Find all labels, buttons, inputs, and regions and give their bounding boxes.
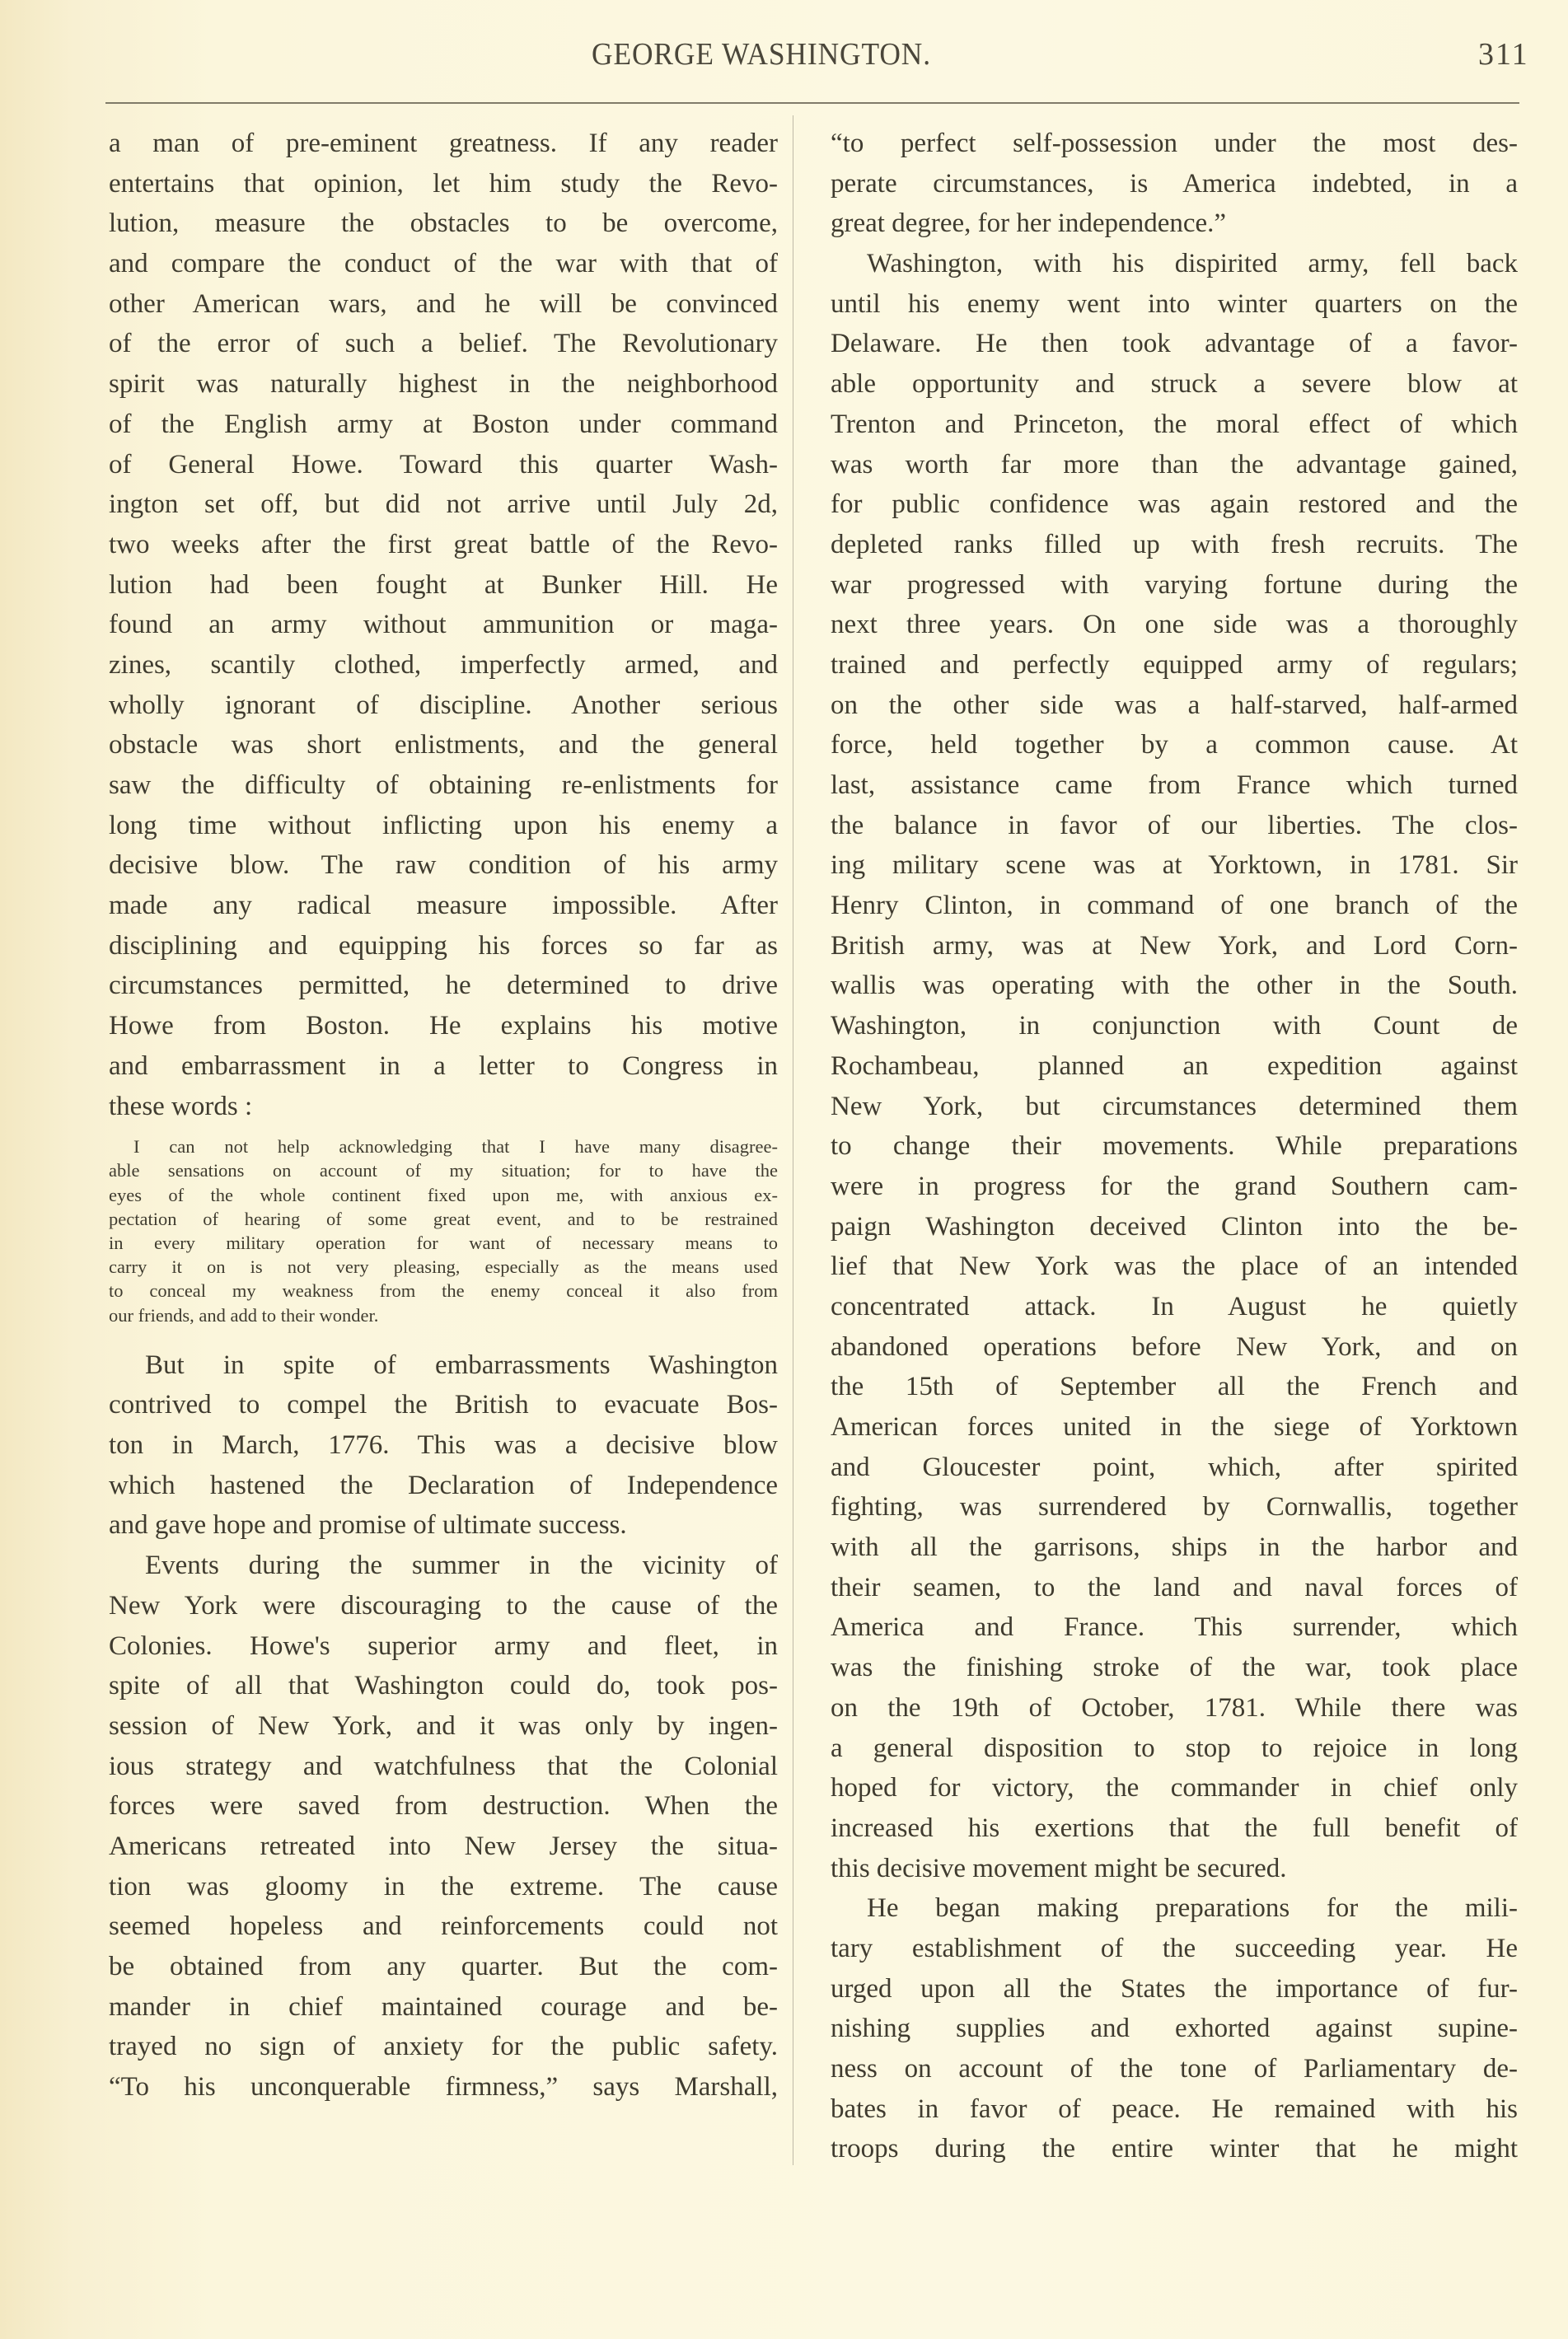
text-line: long time without inflicting upon his enemy a: [109, 810, 778, 840]
text-line: a man of pre-eminent greatness. If any reader: [109, 129, 778, 158]
header-rule: [105, 102, 1519, 104]
text-line: contrived to compel the British to evacuate Bos-: [109, 1390, 778, 1420]
text-line: Trenton and Princeton, the moral effect of which: [831, 409, 1518, 439]
text-line: spite of all that Washington could do, took pos-: [109, 1671, 778, 1701]
text-line: perate circumstances, is America indebted, in a: [831, 168, 1518, 199]
text-line: wholly ignorant of discipline. Another serious: [109, 690, 778, 720]
text-line: lief that New York was the place of an intended: [831, 1251, 1518, 1282]
text-line: New York, but circumstances determined them: [831, 1091, 1518, 1121]
quote-line: carry it on is not very pleasing, especially as the means used: [109, 1256, 778, 1278]
paragraph: [831, 124, 1518, 244]
text-line: war progressed with varying fortune during the: [831, 569, 1518, 600]
text-line: increased his exertions that the full benefit of: [831, 1813, 1518, 1843]
text-line: on the other side was a half-starved, half-armed: [831, 690, 1518, 720]
text-line: be obtained from any quarter. But the com-: [109, 1952, 778, 1981]
text-line: found an army without ammunition or maga-: [109, 610, 778, 640]
left-column: [109, 124, 778, 2107]
text-line: hoped for victory, the commander in chief only: [831, 1773, 1518, 1803]
text-line: concentrated attack. In August he quietly: [831, 1291, 1518, 1322]
text-line: and Gloucester point, which, after spirited: [831, 1452, 1518, 1482]
text-line: for public confidence was again restored and the: [831, 489, 1518, 520]
text-line: of the English army at Boston under command: [109, 409, 778, 439]
quote-line: pectation of hearing of some great event, and to be restrained: [109, 1208, 778, 1229]
text-line: other American wars, and he will be convinced: [109, 288, 778, 319]
quote-line: in every military operation for want of necessary means to: [109, 1232, 778, 1253]
text-line: which hastened the Declaration of Independence: [109, 1470, 778, 1500]
block-quote: [109, 1134, 778, 1327]
text-line: on the 19th of October, 1781. While there was: [831, 1692, 1518, 1723]
text-line: ton in March, 1776. This was a decisive blow: [109, 1430, 778, 1461]
text-line: Washington, with his dispirited army, fell back: [867, 249, 1518, 279]
paragraph: [831, 1888, 1518, 2169]
text-line: Events during the summer in the vicinity of: [145, 1551, 778, 1581]
text-line: British army, was at New York, and Lord Corn-: [831, 930, 1518, 961]
text-line: forces were saved from destruction. When the: [109, 1791, 778, 1822]
paragraph: [109, 1546, 778, 2107]
text-line: and compare the conduct of the war with that of: [109, 249, 778, 279]
text-line: troops during the entire winter that he might: [831, 2134, 1518, 2164]
text-line: entertains that opinion, let him study the Revo-: [109, 168, 778, 199]
text-line: session of New York, and it was only by ingen-: [109, 1710, 778, 1741]
text-line: Howe from Boston. He explains his motive: [109, 1011, 778, 1041]
quote-line: our friends, and add to their wonder.: [109, 1304, 379, 1326]
text-line: Delaware. He then took advantage of a favor-: [831, 329, 1518, 359]
paragraph: [109, 124, 778, 1126]
text-line: ington set off, but did not arrive until July 2d,: [109, 489, 778, 520]
text-line: zines, scantily clothed, imperfectly armed, and: [109, 649, 778, 680]
text-line: was worth far more than the advantage gained,: [831, 449, 1518, 479]
text-line: New York were discouraging to the cause of the: [109, 1590, 778, 1621]
quote-line: I can not help acknowledging that I have many disagree-: [133, 1136, 778, 1158]
text-line: mander in chief maintained courage and be-: [109, 1991, 778, 2022]
right-column: [831, 124, 1518, 2169]
text-line: lution had been fought at Bunker Hill. He: [109, 569, 778, 600]
text-line: until his enemy went into winter quarters on the: [831, 288, 1518, 319]
text-line: this decisive movement might be secured.: [831, 1853, 1287, 1883]
text-line: saw the difficulty of obtaining re-enlistments for: [109, 770, 778, 800]
text-line: tion was gloomy in the extreme. The cause: [109, 1871, 778, 1902]
text-line: was the finishing stroke of the war, took place: [831, 1653, 1518, 1683]
text-line: bates in favor of peace. He remained with his: [831, 2093, 1518, 2124]
paragraph: [831, 244, 1518, 1888]
text-line: the 15th of September all the French and: [831, 1372, 1518, 1402]
text-line: But in spite of embarrassments Washington: [145, 1350, 778, 1380]
text-line: force, held together by a common cause. At: [831, 730, 1518, 760]
text-line: abandoned operations before New York, and on: [831, 1331, 1518, 1362]
text-line: two weeks after the first great battle of the Revo-: [109, 529, 778, 559]
text-line: paign Washington deceived Clinton into the be-: [831, 1211, 1518, 1242]
text-line: urged upon all the States the importance of fur-: [831, 1973, 1518, 2004]
text-line: trained and perfectly equipped army of regulars;: [831, 649, 1518, 680]
quote-line: eyes of the whole continent fixed upon me, with anxious ex-: [109, 1184, 778, 1205]
text-line: made any radical measure impossible. After: [109, 891, 778, 921]
text-line: their seamen, to the land and naval forces of: [831, 1572, 1518, 1602]
text-line: “to perfect self-possession under the most des-: [831, 129, 1518, 158]
text-line: ing military scene was at Yorktown, in 1781. Sir: [831, 850, 1518, 881]
text-line: spirit was naturally highest in the neighborhood: [109, 369, 778, 400]
text-line: great degree, for her independence.”: [831, 208, 1227, 239]
text-line: ness on account of the tone of Parliamentary de-: [831, 2054, 1518, 2084]
text-line: to change their movements. While preparations: [831, 1131, 1518, 1162]
text-line: Colonies. Howe's superior army and fleet, in: [109, 1630, 778, 1661]
text-line: these words :: [109, 1091, 253, 1121]
text-line: last, assistance came from France which turned: [831, 770, 1518, 800]
text-line: Washington, in conjunction with Count de: [831, 1011, 1518, 1041]
text-line: trayed no sign of anxiety for the public safety.: [109, 2032, 778, 2062]
text-line: the balance in favor of our liberties. The clos-: [831, 810, 1518, 840]
text-line: with all the garrisons, ships in the harbor and: [831, 1532, 1518, 1563]
text-line: America and France. This surrender, which: [831, 1612, 1518, 1643]
text-line: of General Howe. Toward this quarter Wash-: [109, 449, 778, 479]
text-line: American forces united in the siege of Yorktown: [831, 1412, 1518, 1442]
text-line: tary establishment of the succeeding year. He: [831, 1933, 1518, 1963]
text-line: decisive blow. The raw condition of his army: [109, 850, 778, 881]
text-line: depleted ranks filled up with fresh recruits. The: [831, 529, 1518, 559]
text-line: obstacle was short enlistments, and the general: [109, 730, 778, 760]
running-head: GEORGE WASHINGTON.: [592, 37, 932, 72]
text-line: of the error of such a belief. The Revolutionary: [109, 329, 778, 359]
text-line: Americans retreated into New Jersey the situa-: [109, 1831, 778, 1861]
text-line: disciplining and equipping his forces so far as: [109, 930, 778, 961]
text-line: “To his unconquerable firmness,” says Marshall,: [109, 2072, 778, 2103]
quote-line: to conceal my weakness from the enemy conceal it also from: [109, 1280, 778, 1302]
text-line: He began making preparations for the mili-: [867, 1893, 1518, 1924]
page-number: 311: [1478, 37, 1529, 72]
quote-line: able sensations on account of my situation; for to have the: [109, 1160, 778, 1181]
text-line: nishing supplies and exhorted against supine-: [831, 2014, 1518, 2044]
text-line: next three years. On one side was a thoroughly: [831, 610, 1518, 640]
paragraph: [109, 1345, 778, 1546]
text-line: able opportunity and struck a severe blow at: [831, 369, 1518, 400]
text-line: Rochambeau, planned an expedition against: [831, 1050, 1518, 1081]
text-line: wallis was operating with the other in the South.: [831, 971, 1518, 1001]
text-line: seemed hopeless and reinforcements could not: [109, 1911, 778, 1942]
text-line: Henry Clinton, in command of one branch of the: [831, 891, 1518, 921]
text-line: and embarrassment in a letter to Congress in: [109, 1050, 778, 1081]
text-line: a general disposition to stop to rejoice in long: [831, 1733, 1518, 1763]
text-line: ious strategy and watchfulness that the Colonial: [109, 1751, 778, 1781]
text-line: and gave hope and promise of ultimate success.: [109, 1510, 627, 1541]
text-line: lution, measure the obstacles to be overcome,: [109, 208, 778, 239]
text-line: were in progress for the grand Southern cam-: [831, 1171, 1518, 1201]
text-line: circumstances permitted, he determined to drive: [109, 971, 778, 1001]
text-line: fighting, was surrendered by Cornwallis, together: [831, 1492, 1518, 1523]
